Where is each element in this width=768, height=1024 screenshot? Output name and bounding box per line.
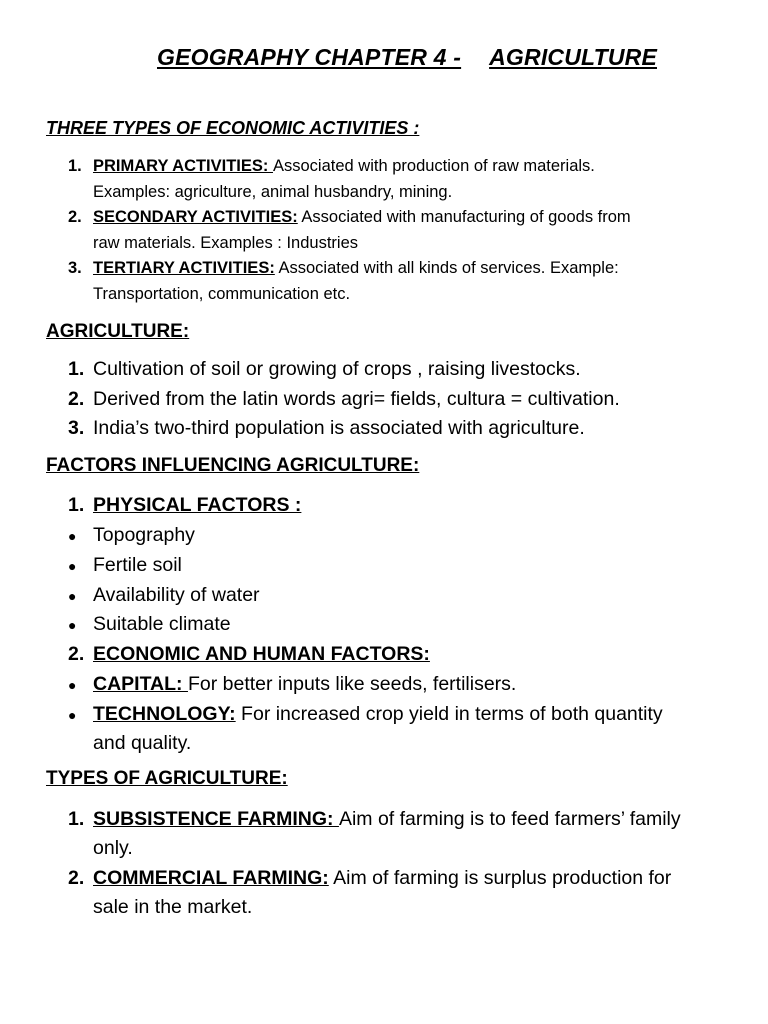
item-number: 2. bbox=[68, 867, 85, 889]
item-number: 1. bbox=[68, 808, 85, 830]
heading-factors: FACTORS INFLUENCING AGRICULTURE: bbox=[46, 455, 420, 476]
item-text-cont: Examples: agriculture, animal husbandry, mining. bbox=[93, 183, 453, 201]
item-text: Associated with manufacturing of goods from bbox=[297, 208, 631, 226]
item-text: India’s two-third population is associated with agriculture. bbox=[93, 417, 585, 439]
item-text: Aim of farming is to feed farmers’ family bbox=[338, 808, 681, 830]
item-text: Cultivation of soil or growing of crops , raising livestocks. bbox=[93, 358, 581, 380]
item-number: 3. bbox=[68, 259, 82, 277]
item-number: 1. bbox=[68, 494, 85, 516]
bullet-icon: ● bbox=[68, 707, 77, 723]
title-subject: AGRICULTURE bbox=[489, 44, 657, 70]
item-label: SUBSISTENCE FARMING: bbox=[93, 808, 339, 830]
item-number: 3. bbox=[68, 417, 85, 439]
item-text-cont: Transportation, communication etc. bbox=[93, 285, 351, 303]
item-label: TERTIARY ACTIVITIES: bbox=[93, 259, 275, 277]
bullet-icon: ● bbox=[68, 558, 77, 574]
bullet-icon: ● bbox=[68, 528, 77, 544]
item-label: ECONOMIC AND HUMAN FACTORS: bbox=[93, 643, 430, 665]
item-text: For better inputs like seeds, fertilisers. bbox=[187, 673, 517, 695]
title-chapter: GEOGRAPHY CHAPTER 4 - bbox=[157, 44, 462, 70]
item-number: 2. bbox=[68, 388, 85, 410]
item-text: Aim of farming is surplus production for bbox=[328, 867, 672, 889]
heading-types-agriculture: TYPES OF AGRICULTURE: bbox=[46, 768, 288, 789]
item-label: TECHNOLOGY: bbox=[93, 703, 236, 725]
item-label: SECONDARY ACTIVITIES: bbox=[93, 208, 298, 226]
item-text: Availability of water bbox=[93, 584, 260, 606]
item-text: Suitable climate bbox=[93, 613, 231, 635]
item-text: Associated with production of raw materials. bbox=[273, 157, 595, 175]
item-text: For increased crop yield in terms of both quantity bbox=[235, 703, 663, 725]
item-label: PRIMARY ACTIVITIES: bbox=[93, 157, 273, 175]
bullet-icon: ● bbox=[68, 617, 77, 633]
item-text: Fertile soil bbox=[93, 554, 182, 576]
item-text-cont: and quality. bbox=[93, 732, 192, 754]
page-title bbox=[0, 44, 768, 71]
bullet-icon: ● bbox=[68, 677, 77, 693]
item-text-cont: only. bbox=[93, 837, 133, 859]
item-label: CAPITAL: bbox=[93, 673, 188, 695]
item-text-cont: raw materials. Examples : Industries bbox=[93, 234, 359, 252]
heading-economic-activities: THREE TYPES OF ECONOMIC ACTIVITIES : bbox=[46, 118, 420, 138]
item-label: PHYSICAL FACTORS : bbox=[93, 494, 302, 516]
item-number: 2. bbox=[68, 643, 85, 665]
item-text-cont: sale in the market. bbox=[93, 896, 253, 918]
bullet-icon: ● bbox=[68, 588, 77, 604]
item-text: Derived from the latin words agri= fields, cultura = cultivation. bbox=[93, 388, 620, 410]
item-number: 1. bbox=[68, 358, 85, 380]
heading-agriculture: AGRICULTURE: bbox=[46, 321, 190, 342]
item-label: COMMERCIAL FARMING: bbox=[93, 867, 329, 889]
item-text: Associated with all kinds of services. Example: bbox=[274, 259, 619, 277]
item-number: 1. bbox=[68, 157, 82, 175]
item-number: 2. bbox=[68, 208, 82, 226]
item-text: Topography bbox=[93, 524, 195, 546]
